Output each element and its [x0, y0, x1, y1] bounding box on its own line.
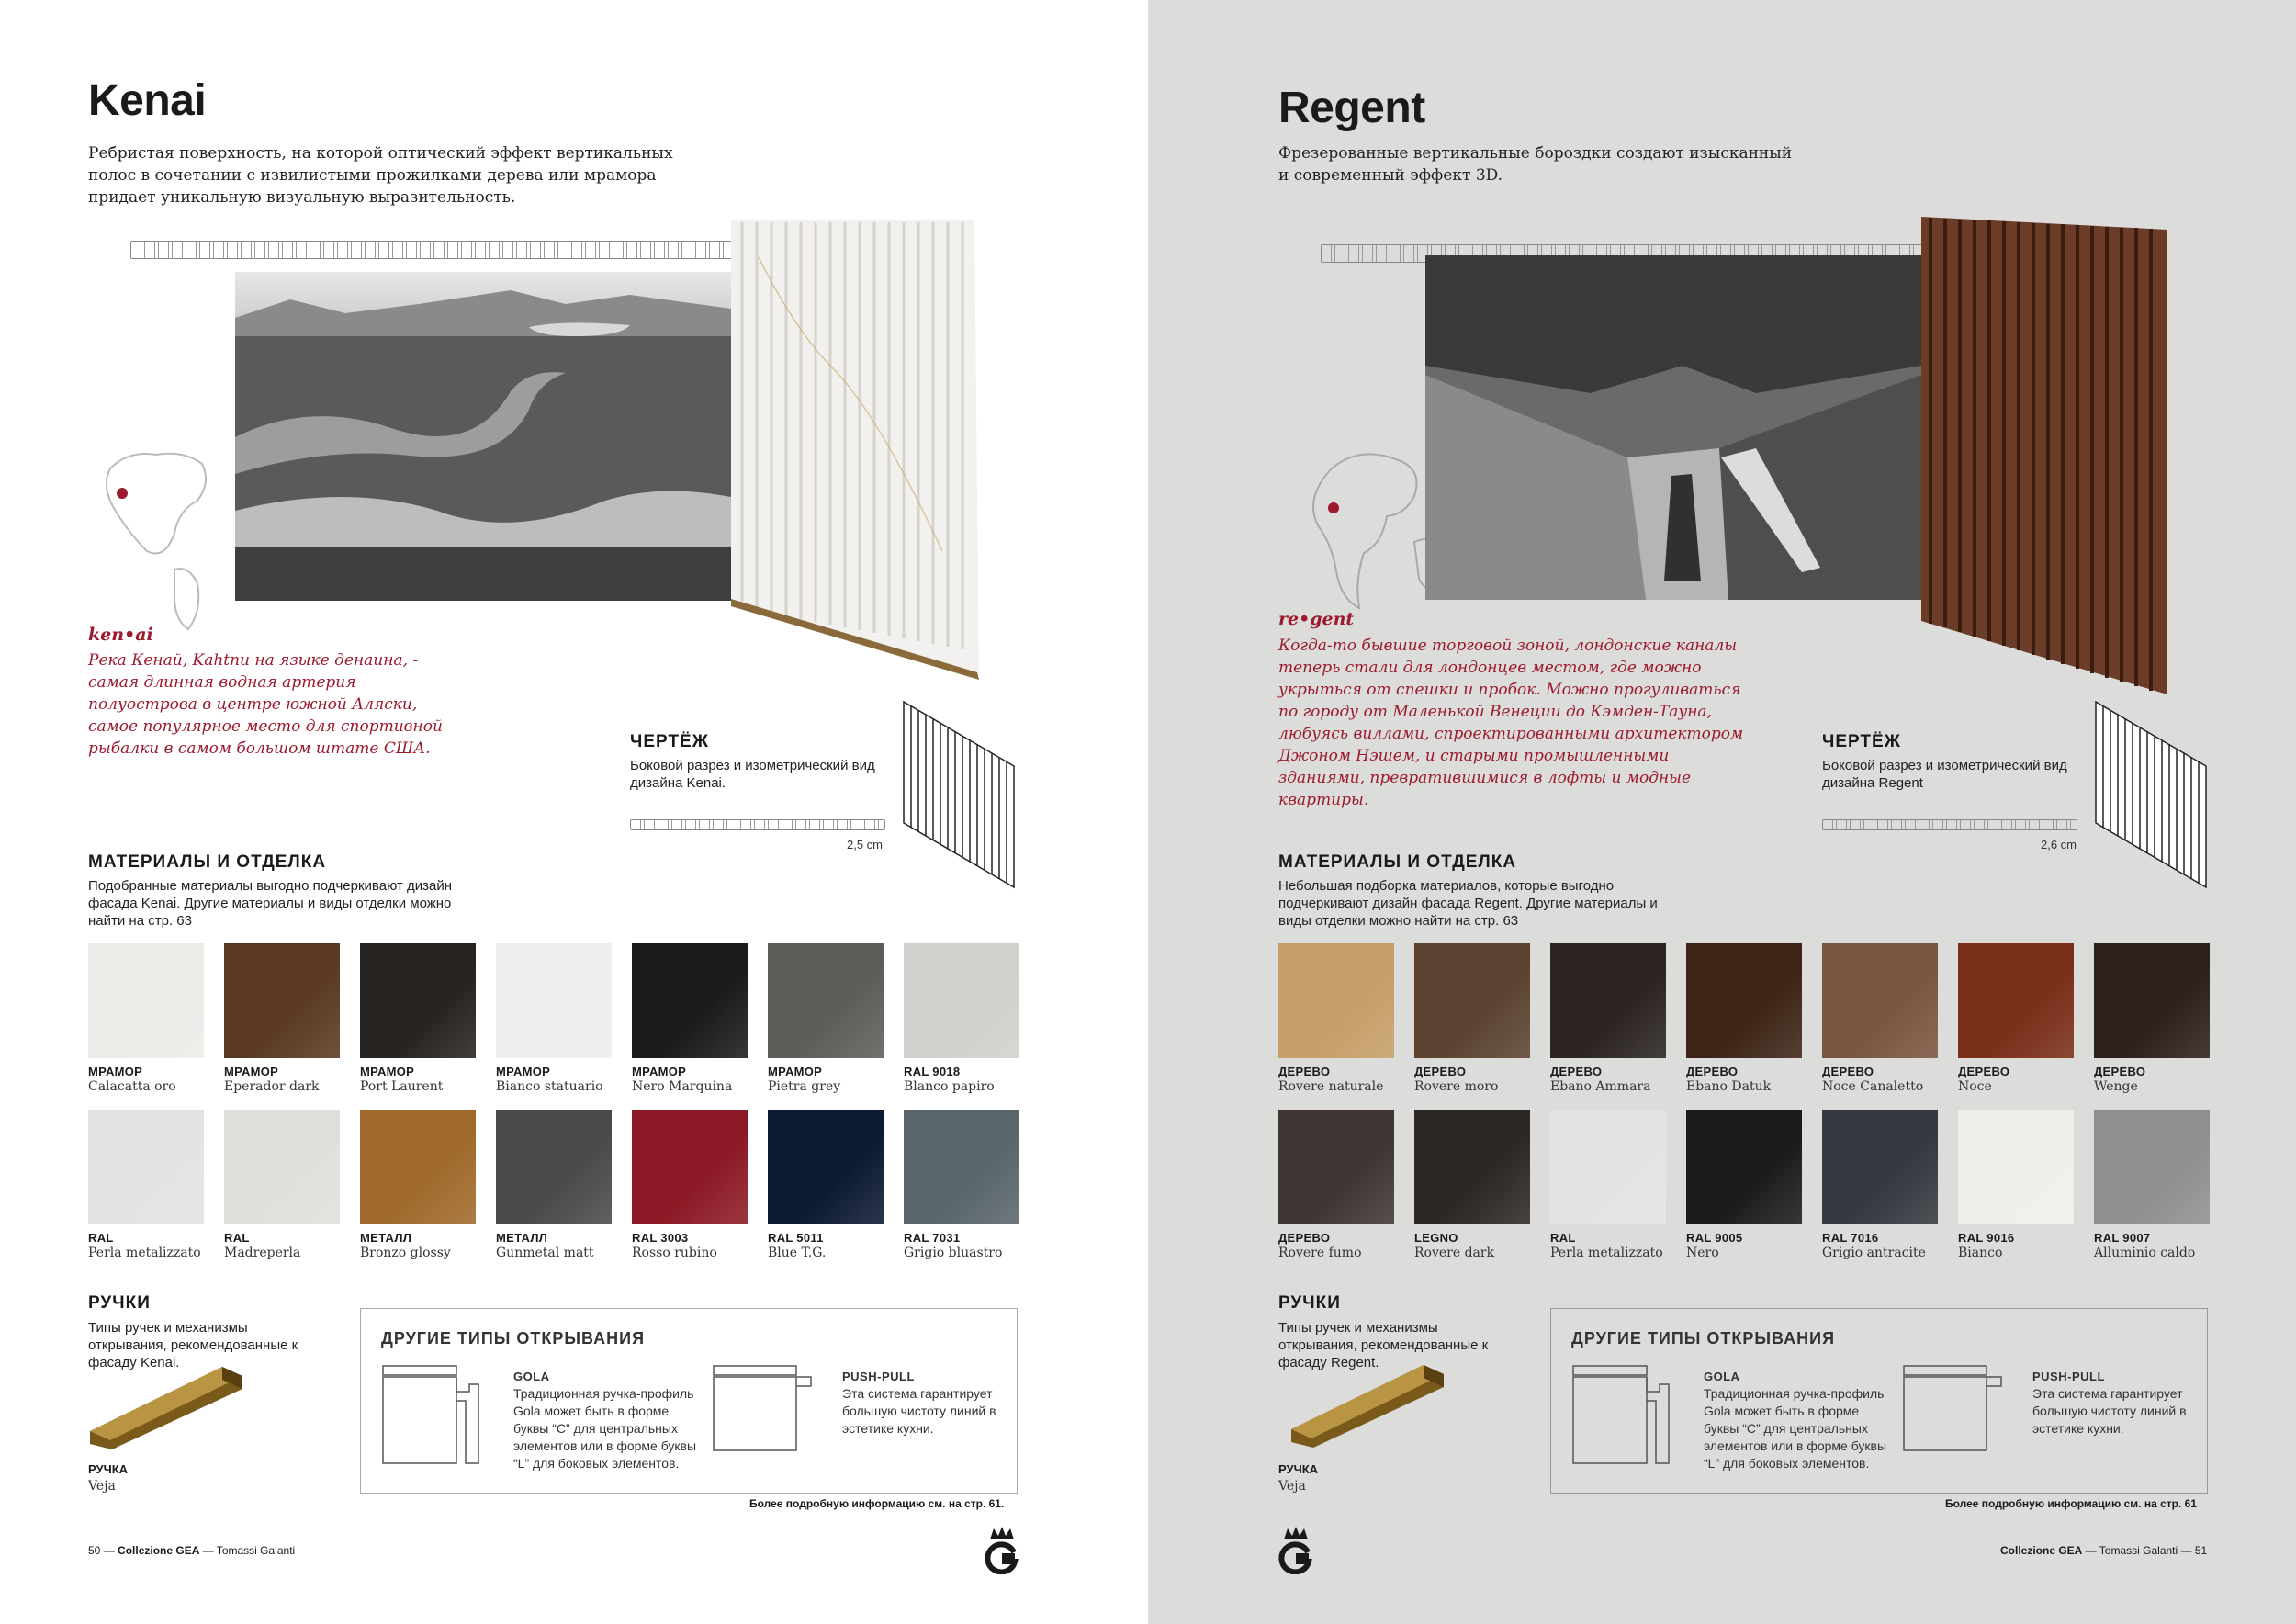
swatch[interactable]: [2094, 1110, 2210, 1260]
swatch-chip: [224, 943, 340, 1058]
kenai-panel-render: [731, 220, 979, 680]
swatch[interactable]: [904, 1110, 1019, 1260]
materials-title: МАТЕРИАЛЫ И ОТДЕЛКА: [88, 852, 327, 872]
location-marker-icon: [1328, 502, 1339, 513]
quote-text: Река Кенай, Kahtnu на языке денаина, - самая длинная водная артерия полуострова в центре южной Аляски, самое популярное место для спортивной рыбалки в самом большом штате США.: [88, 651, 443, 758]
swatch[interactable]: [496, 943, 612, 1094]
swatch[interactable]: [632, 943, 748, 1094]
handles-title: РУЧКИ: [1278, 1293, 1341, 1313]
push-pull-title: PUSH-PULL: [842, 1370, 915, 1383]
swatch-type: LEGNO: [1414, 1231, 1458, 1245]
brand-name: Tomassi Galanti: [2099, 1544, 2178, 1557]
right-page: [1148, 0, 2296, 1624]
dimension-label: 2,6 cm: [2041, 838, 2077, 851]
swatch-chip: [360, 943, 476, 1058]
swatch-type: МРАМОР: [496, 1065, 551, 1078]
swatch-type: ДЕРЕВО: [1958, 1065, 2010, 1078]
quote-text: Когда-то бывшие торговой зоной, лондонские каналы теперь стали для лондонцев местом, где можно укрыться от спешки и пробок. Можно прогуливаться по городу от Маленькой Венеции до Кэмден-Тауна, любуясь виллами, спроектированными архитектором Джоном Нэшем, и старыми промышленными зданиями, превратившимися в лофты и модные квартиры.: [1278, 637, 1744, 809]
swatch-name: Grigio bluastro: [904, 1246, 1003, 1260]
swatch-name: Pietra grey: [768, 1079, 841, 1094]
swatch-chip: [904, 943, 1019, 1058]
swatch[interactable]: [768, 943, 884, 1094]
swatch-name: Ebano Datuk: [1686, 1079, 1772, 1094]
other-opening-title: ДРУГИЕ ТИПЫ ОТКРЫВАНИЯ: [381, 1329, 646, 1348]
folio: Collezione GEA — Tomassi Galanti — 51: [2000, 1544, 2208, 1557]
isometric-drawing: [900, 698, 1019, 891]
swatch[interactable]: [88, 943, 204, 1094]
materials-text: Подобранные материалы выгодно подчеркивают дизайн фасада Kenai. Другие материалы и виды отделки можно найти на стр. 63: [88, 878, 453, 929]
materials-title: МАТЕРИАЛЫ И ОТДЕЛКА: [1278, 852, 1517, 872]
isometric-drawing: [2092, 698, 2212, 891]
side-section-drawing: [630, 819, 885, 830]
swatch[interactable]: [1278, 943, 1394, 1094]
swatch-chip: [1822, 943, 1938, 1058]
swatch-chip: [1686, 1110, 1802, 1224]
swatch-name: Nero Marquina: [632, 1079, 733, 1094]
swatch-name: Wenge: [2094, 1079, 2138, 1094]
swatch-type: RAL 7031: [904, 1231, 961, 1245]
swatch-chip: [496, 943, 612, 1058]
swatch-chip: [224, 1110, 340, 1224]
swatch-chip: [496, 1110, 612, 1224]
swatch-chip: [1550, 943, 1666, 1058]
page-title: Regent: [1278, 84, 1425, 132]
swatch-name: Bronzo glossy: [360, 1246, 451, 1260]
swatch-chip: [1958, 943, 2074, 1058]
materials-text: Небольшая подборка материалов, которые выгодно подчеркивают дизайн фасада Regent. Другие материалы и виды отделки можно найти на стр. 63: [1278, 878, 1658, 929]
swatch-type: RAL 9007: [2094, 1231, 2151, 1245]
swatch-type: ДЕРЕВО: [1278, 1065, 1331, 1078]
swatch[interactable]: [496, 1110, 612, 1260]
swatch-row-1: [88, 943, 1019, 1094]
swatch-type: МРАМОР: [360, 1065, 415, 1078]
swatch-chip: [88, 1110, 204, 1224]
swatch[interactable]: [224, 1110, 340, 1260]
gola-title: GOLA: [1704, 1370, 1740, 1383]
more-info-link[interactable]: Более подробную информацию см. на стр. 61: [1945, 1497, 2197, 1510]
swatch[interactable]: [360, 1110, 476, 1260]
swatch[interactable]: [1686, 1110, 1802, 1260]
collection-name: Collezione GEA: [118, 1544, 200, 1557]
swatch-name: Perla metalizzato: [1550, 1246, 1663, 1260]
swatch-name: Port Laurent: [360, 1079, 444, 1094]
swatch-chip: [768, 1110, 884, 1224]
dimension-label: 2,5 cm: [847, 838, 884, 851]
swatch[interactable]: [768, 1110, 884, 1260]
other-opening-box: [360, 1308, 1018, 1494]
swatch-row-2: [1278, 1110, 2210, 1260]
swatch-type: RAL: [1550, 1231, 1576, 1245]
swatch-chip: [1278, 1110, 1394, 1224]
swatch-type: RAL 9005: [1686, 1231, 1743, 1245]
swatch-chip: [768, 943, 884, 1058]
swatch-type: МРАМОР: [224, 1065, 279, 1078]
swatch[interactable]: [1278, 1110, 1394, 1260]
drawing-text: Боковой разрез и изометрический вид дизайна Regent: [1822, 758, 2067, 791]
swatch[interactable]: [1958, 943, 2074, 1094]
swatch-name: Eperador dark: [224, 1079, 320, 1094]
swatch-type: RAL 7016: [1822, 1231, 1879, 1245]
folio: 50 — Collezione GEA — Tomassi Galanti: [88, 1544, 296, 1557]
swatch-name: Perla metalizzato: [88, 1246, 201, 1260]
push-pull-diagram-icon: [1902, 1364, 2012, 1465]
gola-diagram-icon: [1571, 1364, 1682, 1465]
gola-text: Традиционная ручка-профиль Gola может быть в форме буквы “С” для центральных элементов или в форме буквы “L” для боковых элементов.: [1704, 1386, 1887, 1471]
collection-name: Collezione GEA: [2000, 1544, 2083, 1557]
push-pull-text: Эта система гарантирует большую чистоту линий в эстетике кухни.: [2032, 1386, 2187, 1436]
swatch-chip: [1958, 1110, 2074, 1224]
kenai-landscape-photo: [235, 272, 731, 601]
swatch-name: Blanco papiro: [904, 1079, 995, 1094]
swatch-name: Alluminio caldo: [2094, 1246, 2196, 1260]
swatch-name: Bianco: [1958, 1246, 2003, 1260]
swatch-type: МРАМОР: [768, 1065, 823, 1078]
quote-heading: re•gent: [1278, 609, 1355, 629]
location-marker-icon: [117, 488, 128, 499]
swatch-chip: [2094, 943, 2210, 1058]
swatch-chip: [904, 1110, 1019, 1224]
swatch-chip: [88, 943, 204, 1058]
swatch[interactable]: [1550, 1110, 1666, 1260]
swatch-name: Calacatta oro: [88, 1079, 176, 1094]
regent-panel-render: [1921, 217, 2169, 694]
page-number: 51: [2194, 1544, 2208, 1557]
swatch-name: Gunmetal matt: [496, 1246, 594, 1260]
swatch-name: Noce: [1958, 1079, 1992, 1094]
intro-text: Ребристая поверхность, на которой оптический эффект вертикальных полос в сочетании с извилистыми прожилками дерева или мрамора придает уникальную визуальную выразительность.: [88, 144, 673, 207]
swatch-type: RAL: [224, 1231, 250, 1245]
swatch-chip: [1414, 943, 1530, 1058]
swatch-type: ДЕРЕВО: [2094, 1065, 2146, 1078]
swatch-name: Rosso rubino: [632, 1246, 717, 1260]
veja-handle-image: [1286, 1358, 1451, 1449]
handle-type: РУЧКА: [1278, 1462, 1319, 1476]
swatch-type: ДЕРЕВО: [1686, 1065, 1739, 1078]
swatch-chip: [632, 1110, 748, 1224]
swatch[interactable]: [632, 1110, 748, 1260]
handle-name: Veja: [1278, 1479, 1306, 1494]
swatch-chip: [632, 943, 748, 1058]
swatch[interactable]: [224, 943, 340, 1094]
push-pull-text: Эта система гарантирует большую чистоту линий в эстетике кухни.: [842, 1386, 996, 1436]
swatch-type: МЕТАЛЛ: [360, 1231, 412, 1245]
swatch-name: Bianco statuario: [496, 1079, 603, 1094]
swatch-type: ДЕРЕВО: [1550, 1065, 1603, 1078]
swatch-type: RAL 3003: [632, 1231, 689, 1245]
swatch[interactable]: [2094, 943, 2210, 1094]
swatch-chip: [1414, 1110, 1530, 1224]
crown-g-logo-icon: [985, 1527, 1019, 1574]
quote-heading: ken•ai: [88, 625, 153, 645]
crown-g-logo-icon: [1278, 1527, 1313, 1574]
page-number: 50: [88, 1544, 101, 1557]
gola-diagram-icon: [381, 1364, 491, 1465]
swatch-name: Madreperla: [224, 1246, 301, 1260]
swatch[interactable]: [1414, 1110, 1530, 1260]
swatch-type: МРАМОР: [88, 1065, 143, 1078]
swatch-type: RAL 9018: [904, 1065, 961, 1078]
swatch-row-2: [88, 1110, 1019, 1260]
side-section-drawing: [1822, 819, 2077, 830]
other-opening-title: ДРУГИЕ ТИПЫ ОТКРЫВАНИЯ: [1571, 1329, 1836, 1348]
intro-text: Фрезерованные вертикальные бороздки создают изысканный и современный эффект 3D.: [1278, 144, 1793, 185]
drawing-title: ЧЕРТЁЖ: [630, 732, 709, 751]
regent-canal-photo: [1425, 255, 1921, 600]
swatch-type: RAL: [88, 1231, 114, 1245]
swatch-row-1: [1278, 943, 2210, 1094]
swatch-name: Rovere dark: [1414, 1246, 1495, 1260]
swatch-chip: [1550, 1110, 1666, 1224]
handles-text: Типы ручек и механизмы открывания, рекомендованные к фасаду Kenai.: [88, 1320, 298, 1370]
swatch-chip: [360, 1110, 476, 1224]
gola-title: GOLA: [513, 1370, 550, 1383]
push-pull-title: PUSH-PULL: [2032, 1370, 2105, 1383]
swatch-chip: [1822, 1110, 1938, 1224]
handles-title: РУЧКИ: [88, 1293, 151, 1313]
swatch[interactable]: [904, 943, 1019, 1094]
swatch[interactable]: [1414, 943, 1530, 1094]
swatch-chip: [1686, 943, 1802, 1058]
swatch-type: МЕТАЛЛ: [496, 1231, 548, 1245]
handle-type: РУЧКА: [88, 1462, 129, 1476]
drawing-text: Боковой разрез и изометрический вид дизайна Kenai.: [630, 758, 875, 791]
swatch-name: Ebano Ammara: [1550, 1079, 1651, 1094]
other-opening-box: [1550, 1308, 2208, 1494]
swatch-chip: [2094, 1110, 2210, 1224]
page-title: Kenai: [88, 76, 207, 125]
swatch-type: RAL 5011: [768, 1231, 824, 1245]
swatch-type: МРАМОР: [632, 1065, 687, 1078]
swatch-name: Noce Canaletto: [1822, 1079, 1924, 1094]
swatch-type: ДЕРЕВО: [1414, 1065, 1467, 1078]
swatch-chip: [1278, 943, 1394, 1058]
push-pull-diagram-icon: [712, 1364, 822, 1465]
swatch-type: ДЕРЕВО: [1822, 1065, 1874, 1078]
more-info-link[interactable]: Более подробную информацию см. на стр. 61.: [749, 1497, 1005, 1510]
brand-name: Tomassi Galanti: [216, 1544, 296, 1557]
swatch-name: Rovere naturale: [1278, 1079, 1384, 1094]
handles-text: Типы ручек и механизмы открывания, рекомендованные к фасаду Regent.: [1278, 1320, 1489, 1370]
swatch-name: Rovere moro: [1414, 1079, 1499, 1094]
swatch[interactable]: [1958, 1110, 2074, 1260]
swatch-name: Grigio antracite: [1822, 1246, 1926, 1260]
swatch-name: Blue T.G.: [768, 1246, 827, 1260]
swatch[interactable]: [1550, 943, 1666, 1094]
swatch[interactable]: [1686, 943, 1802, 1094]
swatch[interactable]: [1822, 1110, 1938, 1260]
swatch[interactable]: [1822, 943, 1938, 1094]
swatch[interactable]: [88, 1110, 204, 1260]
swatch-type: ДЕРЕВО: [1278, 1231, 1331, 1245]
swatch-type: RAL 9016: [1958, 1231, 2015, 1245]
swatch[interactable]: [360, 943, 476, 1094]
swatch-name: Nero: [1686, 1246, 1719, 1260]
drawing-title: ЧЕРТЁЖ: [1822, 732, 1901, 751]
swatch-name: Rovere fumo: [1278, 1246, 1362, 1260]
veja-handle-image: [84, 1359, 250, 1451]
profile-section-strip: [130, 241, 738, 259]
gola-text: Традиционная ручка-профиль Gola может быть в форме буквы “С” для центральных элементов или в форме буквы “L” для боковых элементов.: [513, 1386, 697, 1471]
handle-name: Veja: [88, 1479, 116, 1494]
